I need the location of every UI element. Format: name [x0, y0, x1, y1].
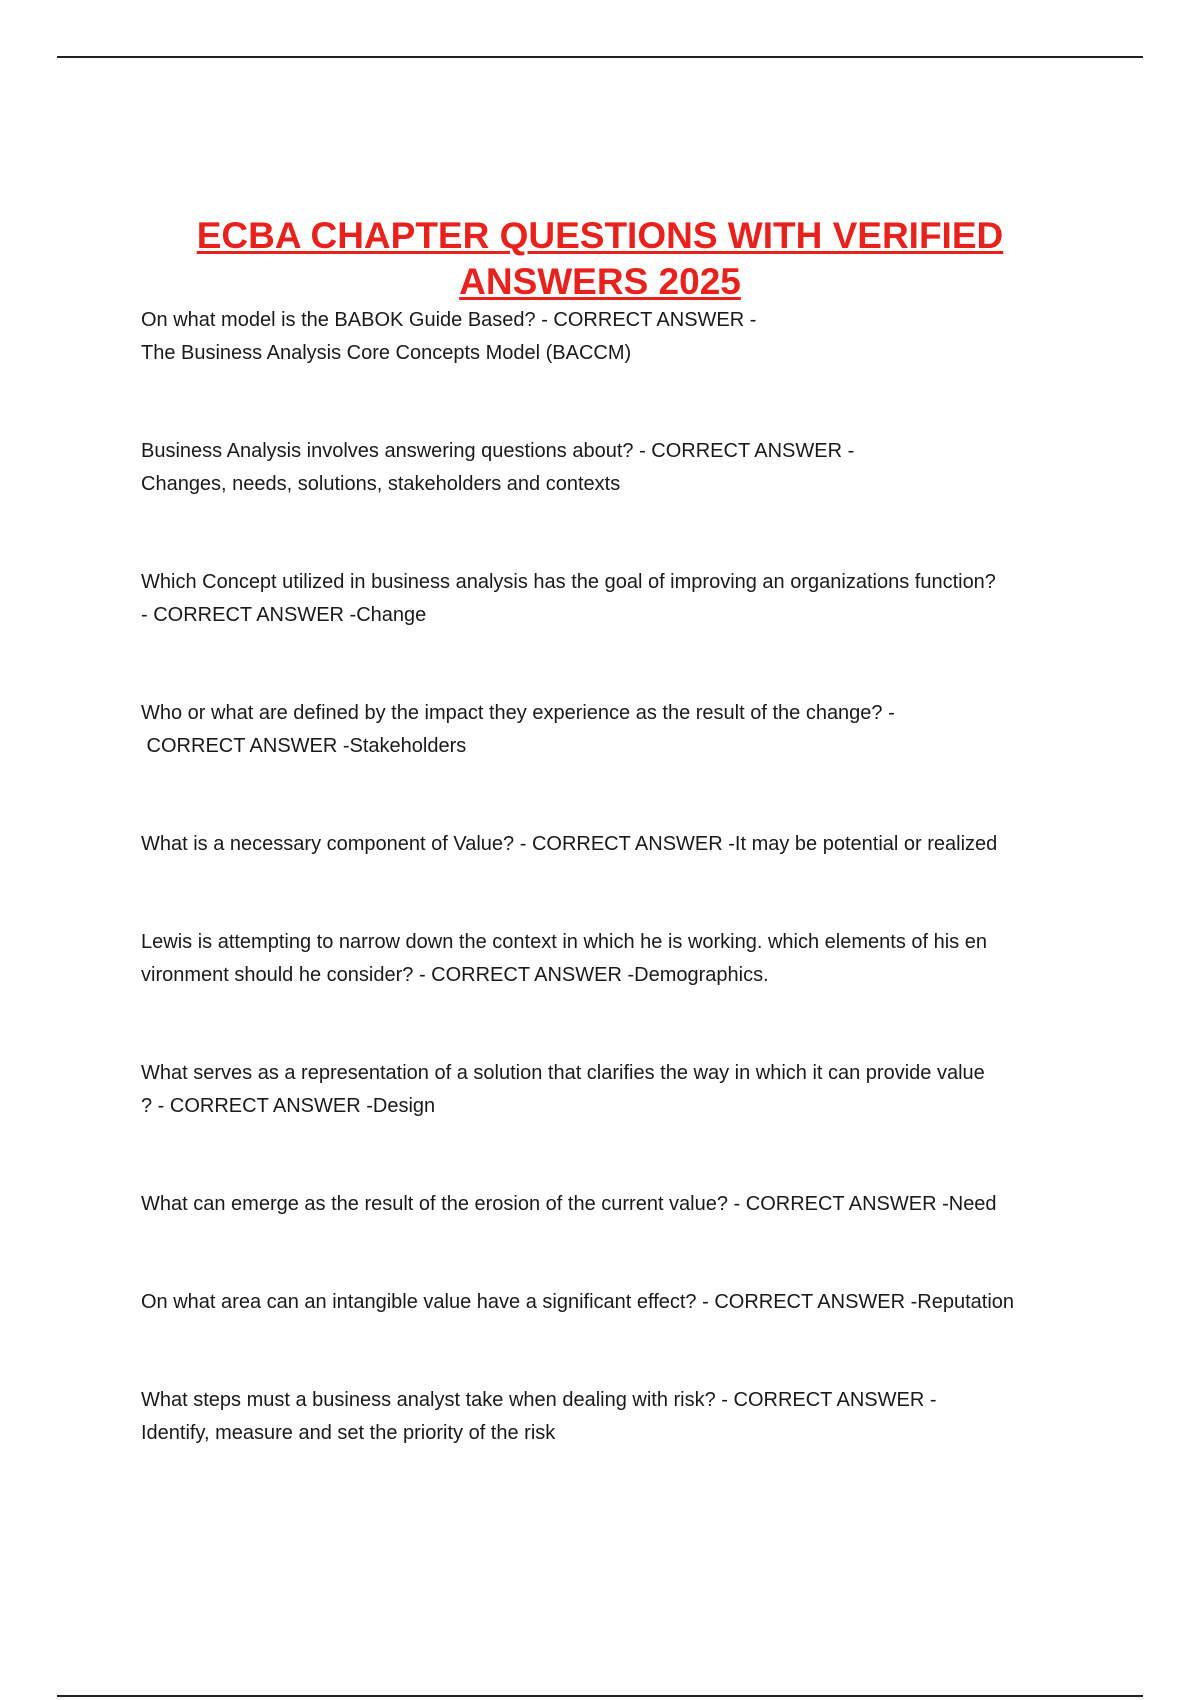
question-line: What serves as a representation of a solution that clarifies the way in which it can provide value — [141, 1062, 985, 1084]
question-line: Who or what are defined by the impact they experience as the result of the change? - — [141, 702, 895, 724]
bottom-rule — [57, 1695, 1143, 1697]
qa-item-3 — [141, 566, 1071, 632]
answer-line: The Business Analysis Core Concepts Model (BACCM) — [141, 342, 632, 364]
qa-item-4 — [141, 697, 1071, 763]
answer-line: - CORRECT ANSWER -Change — [141, 604, 427, 626]
answer-line: ? - CORRECT ANSWER -Design — [141, 1095, 436, 1117]
qa-item-10 — [141, 1384, 1071, 1450]
title-line-1: ECBA CHAPTER QUESTIONS WITH VERIFIED — [196, 215, 1004, 256]
qa-item-7 — [141, 1057, 1071, 1123]
qa-item-2 — [141, 435, 1071, 501]
answer-line: CORRECT ANSWER -Stakeholders — [141, 735, 467, 757]
title-line-2: ANSWERS 2025 — [459, 261, 741, 302]
question-line: On what model is the BABOK Guide Based? - CORRECT ANSWER - — [141, 309, 757, 331]
top-rule — [57, 56, 1143, 58]
answer-line: vironment should he consider? - CORRECT ANSWER -Demographics. — [141, 964, 769, 986]
qa-item-1 — [141, 304, 1071, 370]
document-title — [100, 213, 1100, 305]
question-line: On what area can an intangible value have a significant effect? - CORRECT ANSWER -Reputation — [141, 1291, 1015, 1313]
question-line: What can emerge as the result of the erosion of the current value? - CORRECT ANSWER -Need — [141, 1193, 997, 1215]
question-line: Lewis is attempting to narrow down the context in which he is working. which elements of his en — [141, 931, 987, 953]
question-line: What steps must a business analyst take when dealing with risk? - CORRECT ANSWER - — [141, 1389, 937, 1411]
question-line: Which Concept utilized in business analysis has the goal of improving an organizations function? — [141, 571, 996, 593]
qa-item-5 — [141, 828, 1071, 861]
qa-item-6 — [141, 926, 1071, 992]
answer-line: Identify, measure and set the priority of the risk — [141, 1422, 556, 1444]
question-line: What is a necessary component of Value? - CORRECT ANSWER -It may be potential or realized — [141, 833, 998, 855]
qa-item-8 — [141, 1188, 1071, 1221]
question-line: Business Analysis involves answering questions about? - CORRECT ANSWER - — [141, 440, 855, 462]
qa-item-9 — [141, 1286, 1071, 1319]
answer-line: Changes, needs, solutions, stakeholders and contexts — [141, 473, 621, 495]
